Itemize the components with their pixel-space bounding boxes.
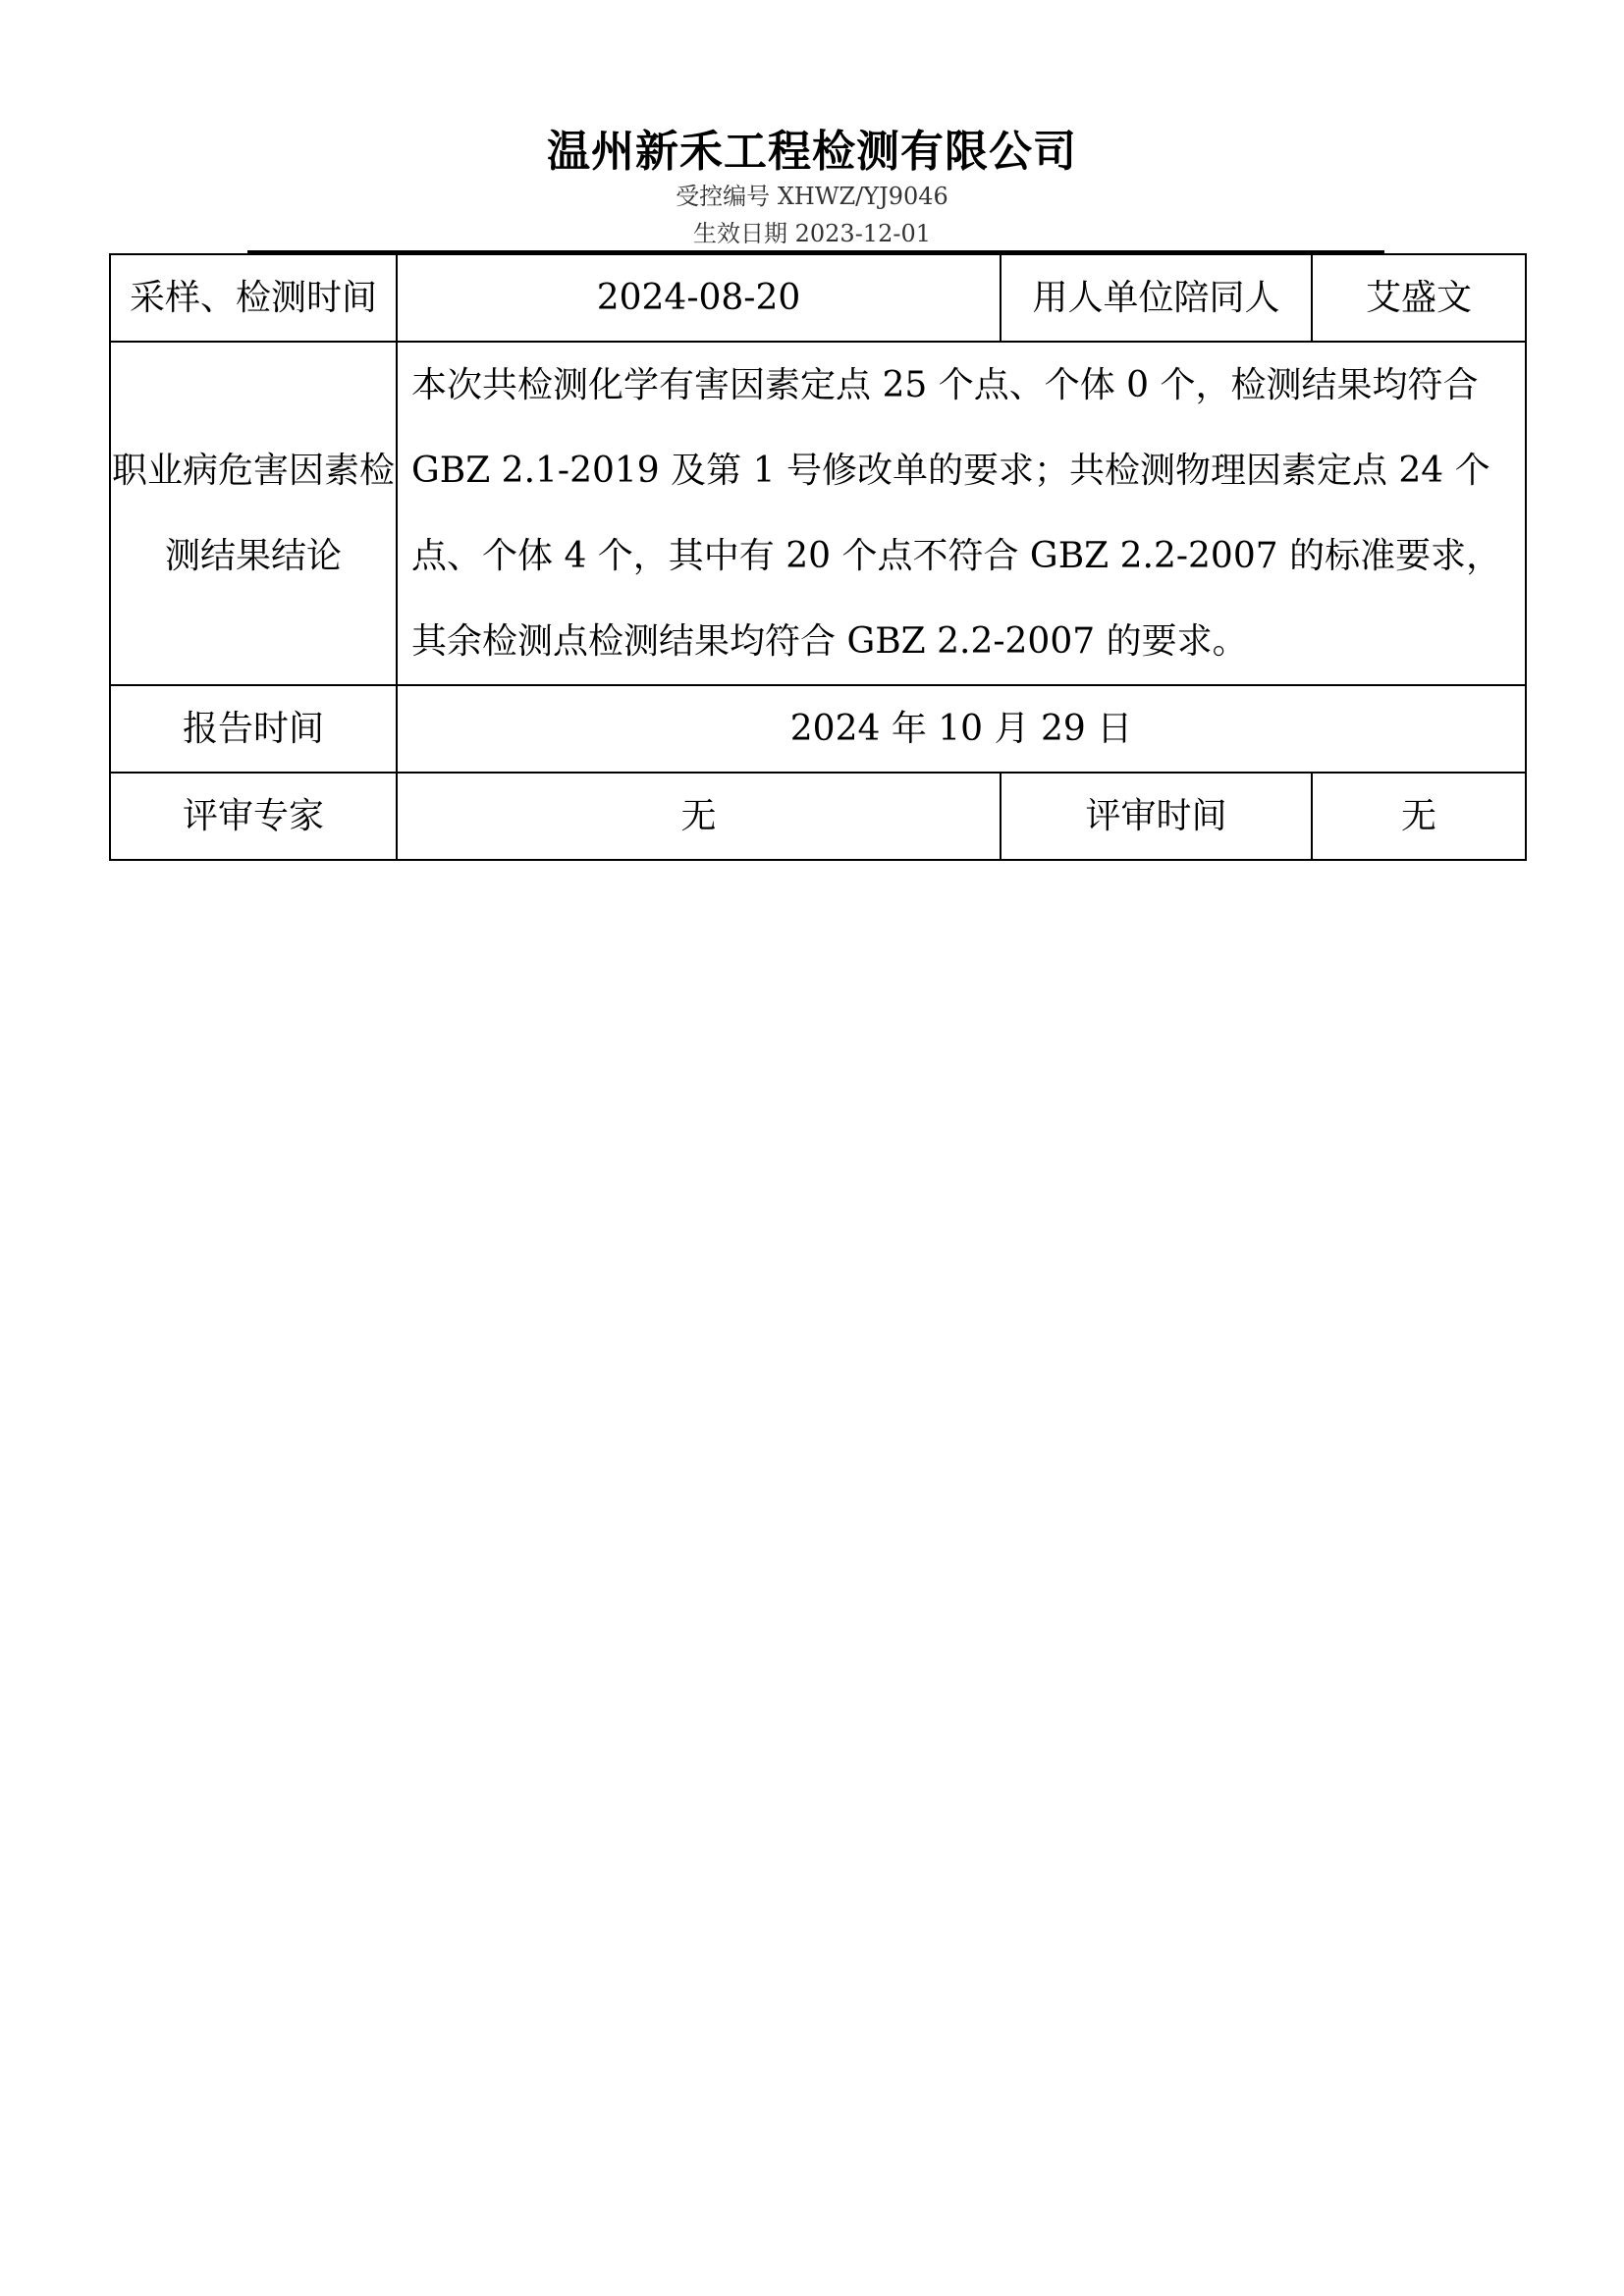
report-time-value: 2024 年 10 月 29 日	[397, 685, 1526, 773]
report-table	[109, 253, 1527, 861]
table-row	[110, 685, 1526, 773]
report-time-label: 报告时间	[110, 685, 397, 773]
table-row	[110, 254, 1526, 342]
control-number: 受控编号 XHWZ/YJ9046	[676, 183, 948, 210]
table-row	[110, 773, 1526, 860]
effective-date: 生效日期 2023-12-01	[692, 220, 931, 247]
review-time-label: 评审时间	[1001, 773, 1312, 860]
expert-label: 评审专家	[110, 773, 397, 860]
conclusion-text: 本次共检测化学有害因素定点 25 个点、个体 0 个，检测结果均符合 GBZ 2.1-2019 及第 1 号修改单的要求；共检测物理因素定点 24 个点、个体 4 个，其中有 20 个点不符合 GBZ 2.2-2007 的标准要求，其余检测点检测结果均符合 GBZ 2.2-2007 的要求。	[397, 342, 1526, 685]
company-title: 温州新禾工程检测有限公司	[547, 127, 1077, 177]
sampling-time-value: 2024-08-20	[397, 254, 1001, 342]
expert-value: 无	[397, 773, 1001, 860]
table-row	[110, 342, 1526, 685]
sampling-time-label: 采样、检测时间	[110, 254, 397, 342]
conclusion-label: 职业病危害因素检测结果结论	[110, 342, 397, 685]
review-time-value: 无	[1312, 773, 1526, 860]
escort-value: 艾盛文	[1312, 254, 1526, 342]
escort-label: 用人单位陪同人	[1001, 254, 1312, 342]
